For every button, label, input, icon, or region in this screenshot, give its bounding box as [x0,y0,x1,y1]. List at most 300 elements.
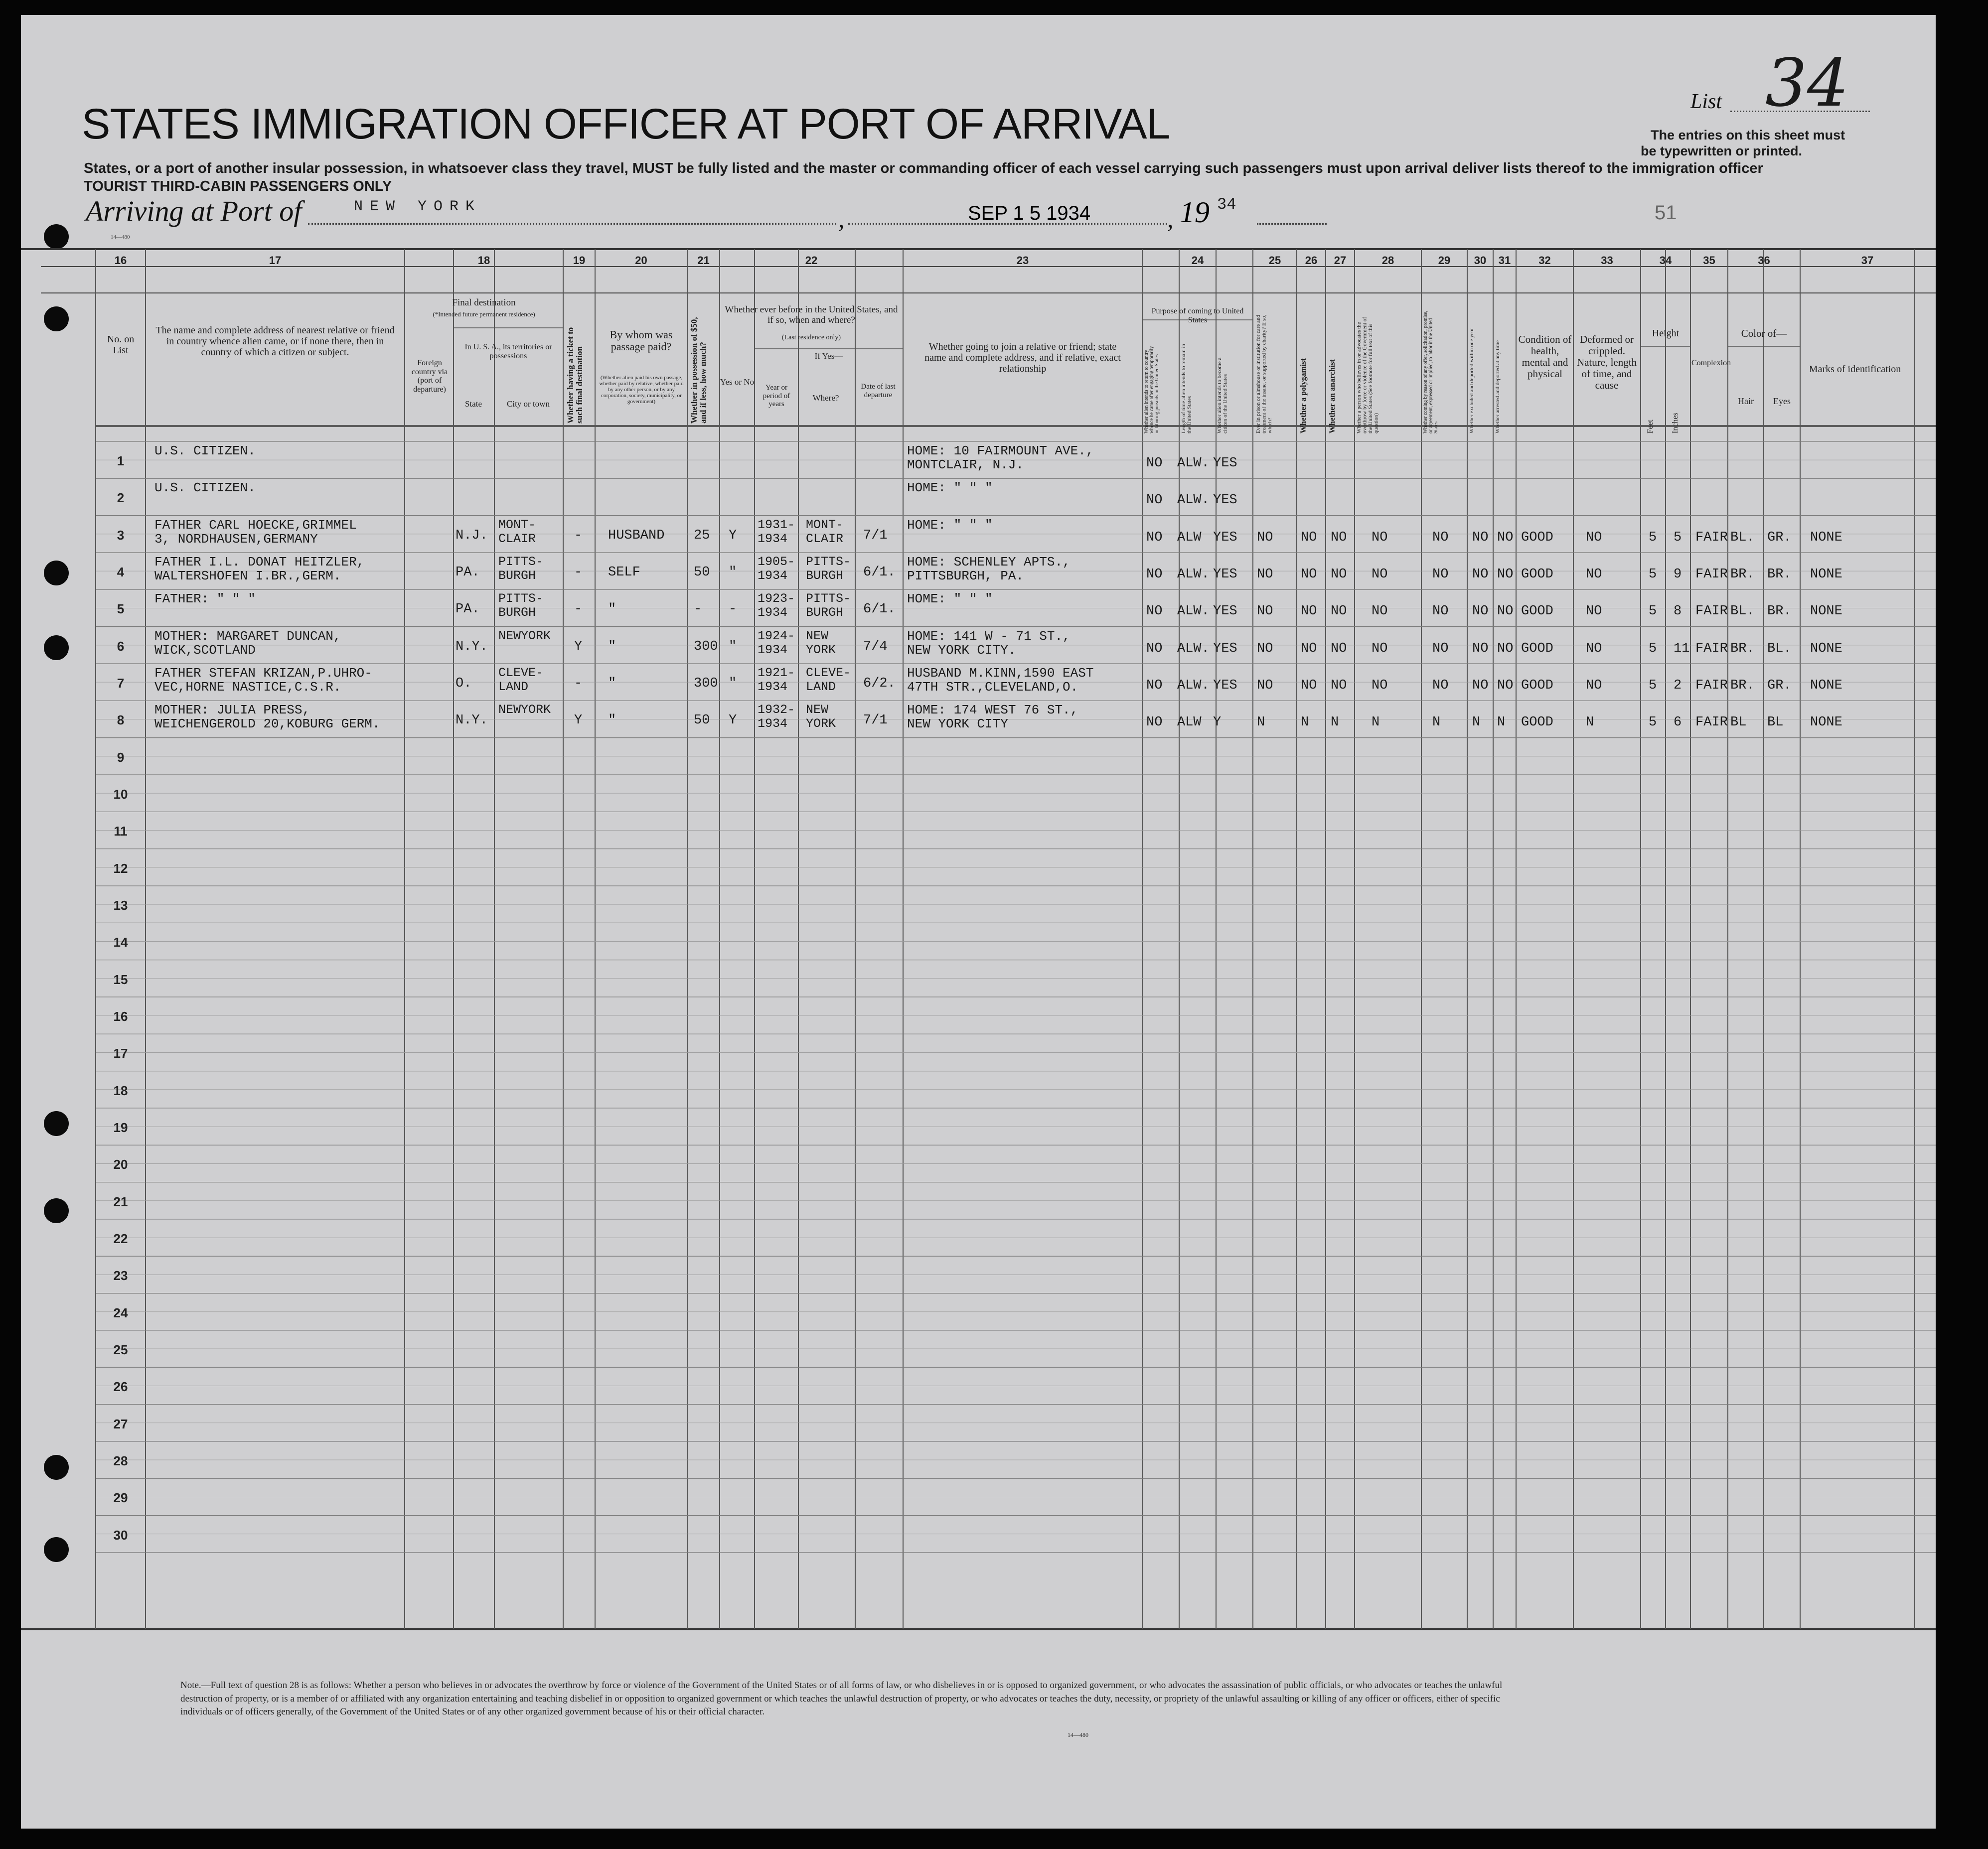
cell-marks: NONE [1810,530,1842,545]
header-purpose-citizen: Whether alien intends to become a citizen of the United States [1217,357,1228,433]
cell-yr2: 1934 [758,679,788,694]
cell-q31: NO [1497,678,1514,693]
cell-yr1: 1924- [758,628,795,643]
cell-q25: NO [1257,641,1273,656]
cell-q29: NO [1432,678,1449,693]
header-ticket: Whether having a ticket to such final destination [566,327,584,424]
row-number: 14 [113,935,128,950]
col-num-24: 24 [1191,254,1204,267]
header-q31: Whether arrested and deported at any time [1495,340,1501,433]
cell-p-ret: NO [1146,641,1163,656]
cell-join1: HUSBAND M.KINN,1590 EAST [907,665,1094,681]
arrival-date: SEP 1 5 1934 [968,202,1091,224]
row-number: 10 [113,786,128,802]
cell-q30: N [1472,715,1481,730]
cell-rel2: VEC,HORNE NASTICE,C.S.R. [154,679,341,695]
cell-ticket: - [574,676,583,691]
cell-complexion: FAIR [1695,715,1728,730]
form-instructions: States, or a port of another insular possession, in whatsoever class they travel, MUST be fully listed and the master or commanding officer of each vessel carrying such passengers must upon arrival deliver lists thereof to the immigration officer [84,160,1763,176]
cell-q26: NO [1301,567,1317,582]
cell-marks: NONE [1810,641,1842,656]
cell-q30: NO [1472,604,1489,619]
cell-p-cit: YES [1213,456,1237,471]
footnote: Note.—Full text of question 28 is as follows: Whether a person who believes in or advocates the overthrow by force or violence of the Government of the United States or of all forms of law, or who disbelieves in or is opposed to organized government, or who advocates the assassination of public officials, or who advocates or teaches the unlawful destruction of property, or is a member of or affiliated with any organization entertaining and teaching disbelief in or opposition to organized government or which teaches the unlawful destruction of property, or who advocates or teaches the duty, necessity, or propriety of the unlawful assaulting or killing of any officer or officers, either of specific individuals or of officers generally, of the Government of the United States or of any other organized government because of his or their official character. [180,1680,1503,1717]
row-number: 20 [113,1157,128,1172]
header-if-yes: If Yes— [814,351,843,361]
cell-p-ret: NO [1146,678,1163,693]
col-num-30: 30 [1474,254,1487,267]
cell-health: GOOD [1521,678,1553,693]
cell-inches: 8 [1674,604,1682,619]
cell-money: - [694,602,702,617]
row-number: 24 [113,1305,128,1320]
cell-hair: BL. [1730,530,1755,545]
row-number: 12 [113,860,128,876]
header-q26: Whether a polygamist [1299,358,1308,433]
cell-rel1: MOTHER: MARGARET DUNCAN, [154,628,341,644]
cell-yr2: 1934 [758,531,788,546]
cell-marks: NONE [1810,604,1842,619]
cell-p-cit: YES [1213,567,1237,582]
cell-complexion: FAIR [1695,567,1728,582]
row-number: 9 [117,749,125,765]
cell-q30: NO [1472,641,1489,656]
cell-deformed: NO [1586,641,1602,656]
cell-yr1: 1923- [758,591,795,606]
header-foreign-country: Foreign country via (port of departure) [411,359,448,394]
col-num-22: 22 [805,254,818,267]
cell-feet: 5 [1649,567,1657,582]
cell-eyes: GR. [1767,678,1792,693]
manifest-sheet: STATES IMMIGRATION OFFICER AT PORT OF ARRIVAL States, or a port of another insular possession, in whatsoever class they travel, MUST be fully listed and the master or commanding officer of each vessel carrying such passengers must upon arrival deliver lists thereof to the immigration officer TOURIST THIRD-CABIN PASSENGERS ONLY List 34 The entries on this sheet must be typewritten or printed. Arriving at Port of , NEW YORK SEP 1 5 1934 , 19 34 51 14—480 16 17 18 19 20 21 22 23 24 25 26 27 28 29 30 31 32 33 34 35 36 37 No. on List The name and complete address of nearest relative or friend in country whence alien came, or if none there, then in country of which a citizen or subject. Final destination (*Intended future permanent residence) Foreign country via (port of departure) In U. S. A., its territories or possessions State City or town Whether having a ticket to such final destination By whom was passage paid? (Whether alien paid his own passage, whether paid by relative, whether paid by any other person, or by any corporation, society, municipality, or government) Whether in possession of $50, and if less, how much? Whether ever before in the United States, and if so, when and where? (Last residence only) If Yes— Yes or No Year or period of years Where? Date of last departure Whether going to join a relative or friend; state name and complete address, and if relative, exact relationship Purpose of coming to United States Whether alien intends to return to country whence he came after engaging temporarily in laboring pursuits in the United States Length of time alien intends to remain in the United States Whether alien intends to become a citizen of the United States Ever in prison or almshouse or institution for care and treatment of the insane, or supported by charity? If so, which? Whether a polygamist Whether an anarchist Whether a person who believes in or advocates the overthrow by force or violence of the Government of the United States (See footnote for full text of this question) Whether coming by reason of any offer, solicitation, promise, or agreement, expressed or implied, to labor in the United States Whether excluded and deported within one year Whether arrested and deported at any time Condition of health, mental and physical Deformed or crippled. Nature, length of time, and cause Height Feet Inches Complexion Color of— Hair Eyes Marks of identification 1 U.S. CITIZEN. HOME: 10 FAIRMOUNT AVE., MONTCLAIR, N.J. NO ALW. YES 2 U.S. CITIZEN. HOME: " " " NO ALW. YES 3 FATHER CARL HOECKE,GRIMMEL 3, NORDHAUSEN,GERMANY N.J. MONT- CLAIR - HUSBAND 25 Y 1931- 1934 MONT- CLAIR 7/1 HOME: " " " NO ALW YES NO NO NO NO NO NO NO GOOD NO 5 5 FAIR BL. GR. NONE 4 FATHER I.L. DONAT HEITZLER, WALTERSHOFEN I.BR.,GERM. PA. PITTS- BURGH - SELF 50 " 1905- 1934 PITTS- BURGH 6/1. HOME: SCHENLEY APTS., PITTSBURGH, PA. NO ALW. YES NO NO NO NO NO NO NO GOOD NO 5 9 FAIR BR. BR. NONE 5 FATHER: " " " PA. PITTS- BURGH - " - - 1923- 1934 PITTS- BURGH 6/1. HOME: " " " NO ALW. YES NO NO NO NO NO NO NO GOOD NO 5 8 FAIR BL. BR. NONE 6 MOTHER: MARGARET DUNCAN, WICK,SCOTLAND N.Y. NEWYORK Y " 300 " 1924- 1934 NEW YORK 7/4 HOME: 141 W - 71 ST., NEW YORK CITY. NO ALW. YES NO NO NO NO NO NO NO GOOD NO 5 11 FAIR BR. BL. NONE 7 FATHER STEFAN KRIZAN,P.UHRO- VEC,HORNE NASTICE,C.S.R. O. CLEVE- LAND - " 300 " 1921- 1934 CLEVE- LAND 6/2. HUSBAND M.KINN,1590 EAST 47TH STR.,CLEVELAND,O. NO ALW. YES NO NO NO NO NO NO NO GOOD NO 5 2 FAIR BR. GR. NONE 8 MOTHER: JULIA PRESS, WEICHENGEROLD 20,KOBURG GERM. N.Y. NEWYORK Y " 50 Y 1932- 1934 NEW YORK 7/1 HOME: 174 WEST 76 ST., NEW YORK CITY NO ALW Y N N N N N N N GOOD N 5 6 FAIR BL BL NONE 9 10 11 12 13 14 15 16 17 18 19 20 21 22 23 24 25 26 27 28 29 30 Note.—Full text of question 28 is as follows: Whether a person who believes in or advocates the overthrow by force or violence of the Government of the United States or of all forms of law, or who disbelieves in or is opposed to organized government, or who advocates the assassination of public officials, or who advocates or teaches the unlawful destruction of property, or is a member of or affiliated with any organization entertaining and teaching disbelief in or opposition to organized government or which teaches the unlawful destruction of property, or who advocates or teaches the duty, necessity, or propriety of the unlawful assaulting or killing of any officer or officers, either of specific individuals or of officers generally, of the Government of the United States or of any other organized government because of his or their official character. 14—480 [21,15,1936,1829]
row-number: 8 [117,712,125,728]
row-number: 22 [113,1231,128,1246]
cell-dep: 6/2. [863,676,896,691]
cell-rel1: MOTHER: JULIA PRESS, [154,703,310,718]
cell-health: GOOD [1521,641,1553,656]
header-deformed: Deformed or crippled. Nature, length of time, and cause [1576,333,1637,392]
cell-q29: NO [1432,530,1449,545]
cell-state: O. [456,676,472,691]
cell-money: 50 [694,713,710,728]
col-num-18: 18 [477,254,490,267]
cell-join1: HOME: " " " [907,591,993,607]
cell-p-len: ALW. [1177,567,1210,582]
col-num-27: 27 [1334,254,1347,267]
cell-p-cit: YES [1213,604,1237,619]
cell-ticket: - [574,528,583,543]
cell-city2: BURGH [498,568,536,583]
cell-city1: PITTS- [498,554,544,569]
cell-q29: NO [1432,604,1449,619]
cell-paid: " [608,713,616,728]
cell-yr2: 1934 [758,568,788,583]
cell-q25: NO [1257,567,1273,582]
cell-q31: NO [1497,604,1514,619]
cell-inches: 9 [1674,567,1682,582]
cell-complexion: FAIR [1695,641,1728,656]
cell-q29: NO [1432,567,1449,582]
cell-join1: HOME: 10 FAIRMOUNT AVE., [907,443,1094,458]
cell-rel2: WALTERSHOFEN I.BR.,GERM. [154,568,341,583]
cell-q26: NO [1301,530,1317,545]
cell-p-ret: NO [1146,567,1163,582]
cell-hair: BL. [1730,604,1755,619]
cell-inches: 6 [1674,715,1682,730]
cell-city2: BURGH [498,605,536,620]
cell-marks: NONE [1810,567,1842,582]
cell-dep: 6/1. [863,602,896,617]
header-color-of: Color of— [1741,327,1787,339]
header-year-period: Year or period of years [763,384,790,408]
header-inches: Inches [1671,413,1680,433]
cell-p-ret: NO [1146,456,1163,471]
list-number: 34 [1765,45,1849,122]
cell-yr2: 1934 [758,716,788,731]
cell-paid: HUSBAND [608,528,665,543]
cell-p-cit: YES [1213,493,1237,508]
row-number: 6 [117,638,125,654]
cell-marks: NONE [1810,715,1842,730]
cell-q31: NO [1497,567,1514,582]
row-number: 25 [113,1342,128,1357]
cell-paid: " [608,639,616,654]
row-number: 28 [113,1453,128,1468]
row-number: 21 [113,1194,128,1209]
cell-q28: NO [1372,604,1388,619]
cell-state: N.Y. [456,639,488,654]
cell-p-ret: NO [1146,715,1163,730]
cell-money: 300 [694,639,718,654]
cell-p-ret: NO [1146,604,1163,619]
port-name: NEW YORK [354,198,482,215]
header-q28: Whether a person who believes in or advocates the overthrow by force or violence of the Government of the United States (See footnote for full text of this question) [1356,317,1379,433]
cell-complexion: FAIR [1695,530,1728,545]
header-city: City or town [507,399,550,409]
col-num-36: 36 [1758,254,1770,267]
cell-where2: BURGH [806,568,844,583]
cell-paid: SELF [608,565,640,580]
cell-rel1: FATHER: " " " [154,591,256,607]
cell-deformed: NO [1586,678,1602,693]
row-number: 26 [113,1379,128,1395]
cell-q27: NO [1331,567,1347,582]
header-health: Condition of health, mental and physical [1518,333,1572,380]
cell-rel1: U.S. CITIZEN. [154,443,256,458]
row-number: 17 [113,1046,128,1061]
header-purpose: Purpose of coming to United States [1151,307,1244,324]
cell-q27: NO [1331,678,1347,693]
cell-ticket: Y [574,639,583,654]
col-num-19: 19 [573,254,586,267]
header-money: Whether in possession of $50, and if less, how much? [689,317,708,424]
cell-q26: NO [1301,678,1317,693]
cell-yr2: 1934 [758,642,788,657]
cell-q28: NO [1372,641,1388,656]
cell-money: 50 [694,565,710,580]
header-relative: The name and complete address of nearest relative or friend in country whence alien came, or if none there, then in country of which a citizen or subject. [155,325,395,358]
cell-eyes: BL [1767,715,1784,730]
cell-city2: CLAIR [498,531,536,546]
cell-p-len: ALW. [1177,493,1210,508]
cell-yr1: 1932- [758,703,795,717]
cell-city1: PITTS- [498,591,544,606]
form-number-top: 14—480 [111,234,130,240]
cell-yr1: 1921- [758,665,795,680]
cell-q29: NO [1432,641,1449,656]
cell-rel1: FATHER I.L. DONAT HEITZLER, [154,554,365,569]
cell-health: GOOD [1521,604,1553,619]
cell-rel2: WICK,SCOTLAND [154,642,256,658]
cell-feet: 5 [1649,715,1657,730]
arriving-label: Arriving at Port of [86,195,302,227]
cell-q25: NO [1257,530,1273,545]
page-number: 51 [1655,202,1677,224]
col-num-32: 32 [1538,254,1551,267]
cell-p-len: ALW [1177,530,1202,545]
cell-inches: 5 [1674,530,1682,545]
header-where: Where? [812,393,839,403]
cell-feet: 5 [1649,604,1657,619]
cell-paid: " [608,602,616,617]
cell-deformed: NO [1586,567,1602,582]
cell-q31: NO [1497,641,1514,656]
header-final-destination: Final destination [452,297,516,308]
row-number: 13 [113,897,128,913]
cell-feet: 5 [1649,641,1657,656]
cell-q27: NO [1331,641,1347,656]
table-grid [21,15,1936,1829]
row-number: 1 [117,453,125,468]
col-num-25: 25 [1268,254,1281,267]
col-num-33: 33 [1601,254,1613,267]
row-number: 16 [113,1008,128,1024]
header-final-destination-note: (*Intended future permanent residence) [433,310,535,318]
col-num-34: 34 [1659,254,1672,267]
col-num-23: 23 [1016,254,1029,267]
cell-eyes: BR. [1767,604,1792,619]
cell-rel2: WEICHENGEROLD 20,KOBURG GERM. [154,716,380,732]
cell-ticket: - [574,602,583,617]
cell-city1: NEWYORK [498,703,551,717]
col-num-29: 29 [1438,254,1451,267]
header-yes-no: Yes or No [720,377,755,387]
cell-q28: NO [1372,530,1388,545]
header-state: State [465,399,482,409]
row-number: 19 [113,1120,128,1135]
cell-q31: NO [1497,530,1514,545]
row-number: 30 [113,1527,128,1543]
header-no-on-list: No. on List [107,334,135,356]
cell-dep: 7/1 [863,528,888,543]
cell-state: N.Y. [456,713,488,728]
cell-state: PA. [456,565,480,580]
header-ever-before: Whether ever before in the United States, and if so, when and where? [725,304,898,325]
cell-city2: LAND [498,679,529,694]
cell-p-len: ALW. [1177,641,1210,656]
cell-q28: N [1372,715,1380,730]
cell-city1: CLEVE- [498,665,544,680]
cell-complexion: FAIR [1695,678,1728,693]
cell-complexion: FAIR [1695,604,1728,619]
cell-health: GOOD [1521,715,1553,730]
row-number: 4 [117,564,125,579]
year-prefix: 19 [1180,196,1210,229]
col-num-31: 31 [1498,254,1511,267]
cell-join1: HOME: 141 W - 71 ST., [907,628,1070,644]
row-number: 3 [117,527,125,543]
notice-line-2: be typewritten or printed. [1641,143,1803,158]
form-title: STATES IMMIGRATION OFFICER AT PORT OF ARRIVAL [82,100,1170,148]
row-number: 29 [113,1490,128,1506]
cell-q30: NO [1472,678,1489,693]
cell-health: GOOD [1521,567,1553,582]
cell-state: PA. [456,602,480,617]
cell-where2: BURGH [806,605,844,620]
header-passage-note: (Whether alien paid his own passage, whether paid by relative, whether paid by any other person, or by any corporation, society, municipality, or government) [599,375,684,405]
header-hair: Hair [1738,396,1754,406]
cell-q27: N [1331,715,1339,730]
cell-q27: NO [1331,530,1347,545]
notice-line-1: The entries on this sheet must [1651,128,1845,142]
header-marks: Marks of identification [1809,364,1901,375]
cell-hair: BL [1730,715,1747,730]
cell-q25: NO [1257,678,1273,693]
cell-rel1: U.S. CITIZEN. [154,480,256,496]
cell-p-cit: YES [1213,530,1237,545]
cell-where2: YORK [806,642,836,657]
cell-join2: PITTSBURGH, PA. [907,568,1024,583]
cell-join1: HOME: 174 WEST 76 ST., [907,703,1078,718]
cell-p-ret: NO [1146,493,1163,508]
cell-p-len: ALW. [1177,604,1210,619]
cell-yr1: 1905- [758,554,795,569]
cell-inches: 11 [1674,641,1690,656]
header-q30: Whether excluded and deported within one year [1469,328,1475,433]
col-num-26: 26 [1305,254,1318,267]
cell-q25: NO [1257,604,1273,619]
cell-yn: " [729,639,737,654]
cell-q26: NO [1301,604,1317,619]
header-purpose-return: Whether alien intends to return to country whence he came after engaging temporarily in laboring pursuits in the United States [1144,346,1160,433]
cell-join1: HOME: SCHENLEY APTS., [907,554,1070,569]
cell-yn: " [729,676,737,691]
cell-where2: YORK [806,716,836,731]
list-label: List [1690,90,1722,113]
cell-feet: 5 [1649,678,1657,693]
col-num-16: 16 [114,254,127,267]
cell-ticket: - [574,565,583,580]
header-joining: Whether going to join a relative or friend; state name and complete address, and if relative, exact relationship [924,341,1121,374]
cell-marks: NONE [1810,678,1842,693]
col-num-37: 37 [1861,254,1874,267]
row-number: 15 [113,972,128,987]
cell-money: 300 [694,676,718,691]
cell-join1: HOME: " " " [907,517,993,533]
cell-join1: HOME: " " " [907,480,993,496]
cell-state: N.J. [456,528,488,543]
row-number: 23 [113,1268,128,1283]
cell-q26: N [1301,715,1309,730]
cell-where1: CLEVE- [806,665,851,680]
cell-join2: NEW YORK CITY [907,716,1008,732]
header-complexion: Complexion [1691,359,1731,367]
cell-p-len: ALW. [1177,678,1210,693]
cell-city1: NEWYORK [498,628,551,643]
cell-p-len: ALW. [1177,456,1210,471]
cell-q25: N [1257,715,1265,730]
cell-join2: MONTCLAIR, N.J. [907,457,1024,472]
cell-p-cit: YES [1213,641,1237,656]
header-feet: Feet [1646,420,1655,433]
cell-yn: " [729,565,737,580]
cell-q28: NO [1372,567,1388,582]
cell-yr2: 1934 [758,605,788,620]
cell-q27: NO [1331,604,1347,619]
cell-health: GOOD [1521,530,1553,545]
cell-paid: " [608,676,616,691]
header-purpose-length: Length of time alien intends to remain in the United States [1181,344,1193,433]
cell-dep: 6/1. [863,565,896,580]
cell-hair: BR. [1730,567,1755,582]
passenger-class-note: TOURIST THIRD-CABIN PASSENGERS ONLY [84,178,392,194]
header-eyes: Eyes [1773,396,1791,406]
cell-join2: NEW YORK CITY. [907,642,1016,658]
header-passage-paid: By whom was passage paid? [610,328,673,353]
col-num-35: 35 [1703,254,1715,267]
header-date-departure: Date of last departure [861,383,896,399]
row-number: 27 [113,1416,128,1431]
cell-rel1: FATHER STEFAN KRIZAN,P.UHRO- [154,665,372,681]
cell-deformed: NO [1586,530,1602,545]
cell-p-len: ALW [1177,715,1202,730]
cell-hair: BR. [1730,678,1755,693]
cell-ticket: Y [574,713,583,728]
cell-where1: NEW [806,703,829,717]
cell-p-cit: Y [1213,715,1222,730]
col-num-21: 21 [697,254,710,267]
cell-where2: CLAIR [806,531,844,546]
cell-dep: 7/1 [863,713,888,728]
cell-dep: 7/4 [863,639,888,654]
cell-deformed: NO [1586,604,1602,619]
row-number: 11 [114,824,128,839]
cell-inches: 2 [1674,678,1682,693]
cell-where1: PITTS- [806,591,851,606]
cell-q26: NO [1301,641,1317,656]
cell-feet: 5 [1649,530,1657,545]
cell-where1: MONT- [806,517,844,532]
header-q25: Ever in prison or almshouse or institution for care and treatment of the insane, or supported by charity? If so, which? [1255,314,1273,433]
cell-q31: N [1497,715,1506,730]
row-number: 5 [117,601,125,617]
header-in-usa: In U. S. A., its territories or possessions [464,343,552,360]
cell-rel1: FATHER CARL HOECKE,GRIMMEL [154,517,357,533]
cell-rel2: 3, NORDHAUSEN,GERMANY [154,531,318,547]
year-suffix: 34 [1217,195,1236,214]
header-q27: Whether an anarchist [1328,359,1337,433]
cell-yn: Y [729,528,737,543]
cell-eyes: GR. [1767,530,1792,545]
cell-money: 25 [694,528,710,543]
row-number: 18 [113,1083,128,1098]
cell-where2: LAND [806,679,836,694]
cell-q30: NO [1472,530,1489,545]
col-num-17: 17 [269,254,282,267]
header-height: Height [1652,328,1680,339]
cell-eyes: BL. [1767,641,1792,656]
row-number: 7 [117,675,125,691]
